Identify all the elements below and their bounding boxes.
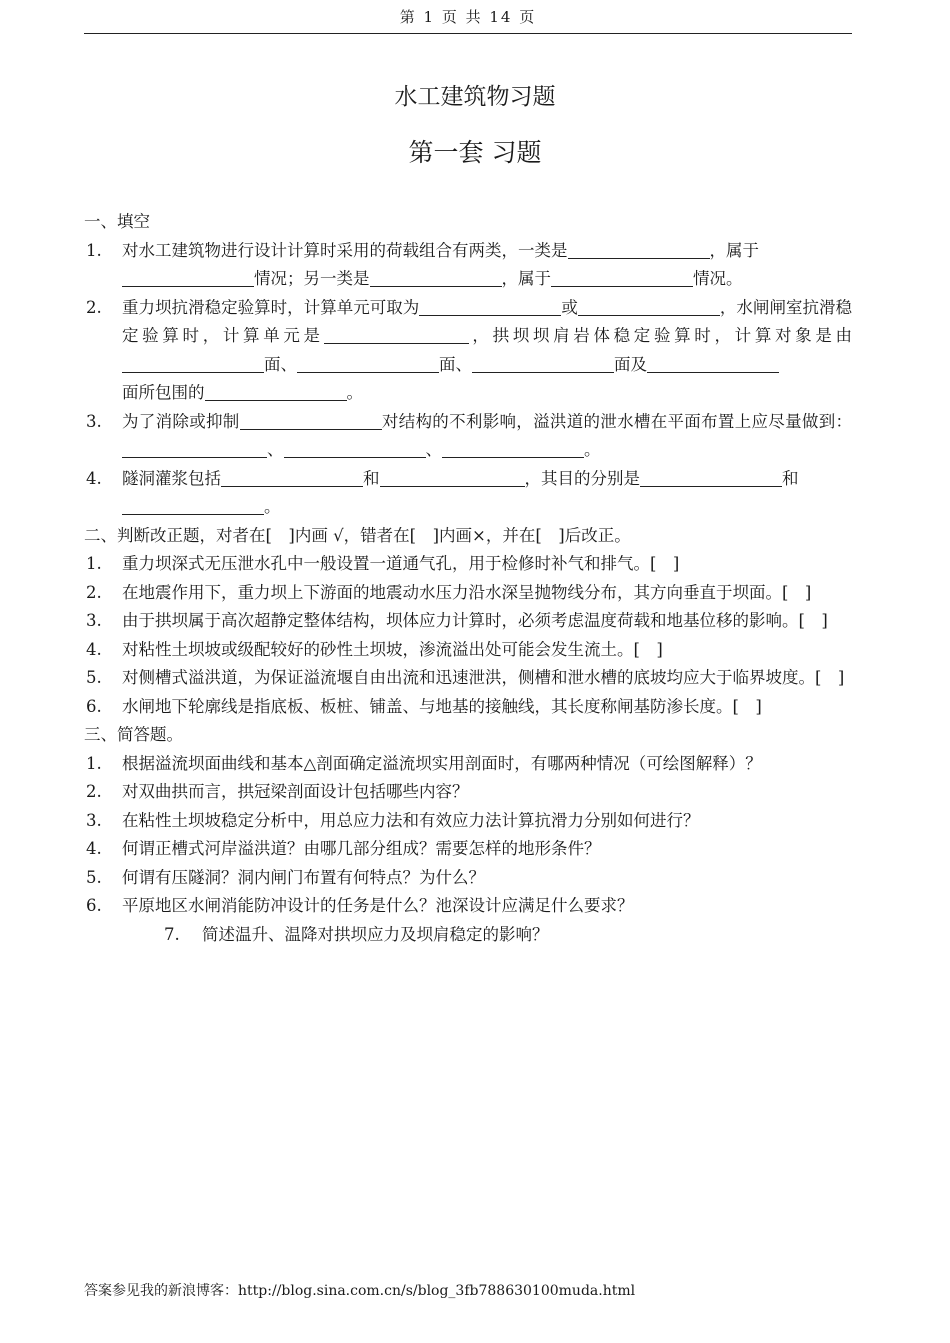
- item-text: 何谓正槽式河岸溢洪道？由哪几部分组成？需要怎样的地形条件？: [122, 839, 601, 858]
- exercise-content: [84, 208, 852, 949]
- item-number: 2.: [86, 297, 102, 317]
- item-text: ，水闸闸室抗滑稳定验算时，计算单元是: [122, 297, 853, 345]
- fill-item: [84, 465, 852, 522]
- judge-item: [84, 693, 852, 722]
- section-heading: 二、判断改正题，对者在[ ]内画 √，错者在[ ]内画×，并在[ ]后改正。: [84, 525, 631, 545]
- item-text: ，拱坝坝肩岩体稳定验算时，计算对象是由: [468, 326, 853, 345]
- answer-blank[interactable]: [205, 382, 347, 401]
- answer-blank[interactable]: [647, 354, 779, 373]
- item-text: 重力坝深式无压泄水孔中一般设置一道通气孔，用于检修时补气和排气。[ ]: [122, 554, 680, 573]
- item-number: 1.: [86, 753, 102, 773]
- item-text: 面、: [264, 354, 297, 374]
- item-number: 4.: [86, 839, 102, 858]
- question-item: [84, 864, 852, 893]
- item-text: 隧洞灌浆包括: [122, 468, 221, 488]
- answer-blank[interactable]: [380, 468, 525, 487]
- item-text: 对粘性土坝坡或级配较好的砂性土坝坡，渗流溢出处可能会发生流土。[ ]: [122, 639, 663, 659]
- page-header: 第 1 页 共 14 页: [84, 6, 852, 34]
- question-item: [84, 807, 852, 836]
- item-text: 。: [346, 383, 363, 402]
- answer-blank[interactable]: [284, 439, 426, 458]
- item-text: 对双曲拱而言，拱冠梁剖面设计包括哪些内容？: [122, 782, 469, 801]
- item-number: 3.: [86, 810, 102, 830]
- fill-item: [84, 237, 852, 294]
- item-number: 6.: [86, 896, 102, 915]
- answer-blank[interactable]: [221, 468, 363, 487]
- judge-item: [84, 550, 852, 579]
- document-title: 水工建筑物习题: [394, 84, 556, 110]
- question-item: [84, 750, 852, 779]
- item-text: 由于拱坝属于高次超静定整体结构，坝体应力计算时，必须考虑温度荷载和地基位移的影响。[ ]: [122, 611, 828, 630]
- answer-blank[interactable]: [442, 439, 584, 458]
- answer-blank[interactable]: [472, 354, 614, 373]
- answer-blank[interactable]: [640, 468, 782, 487]
- answer-blank[interactable]: [568, 240, 710, 259]
- item-text: 平原地区水闸消能防冲设计的任务是什么？池深设计应满足什么要求？: [122, 896, 634, 915]
- item-number: 1.: [86, 554, 102, 573]
- judge-item: [84, 664, 852, 693]
- answer-blank[interactable]: [240, 411, 382, 430]
- item-number: 5.: [86, 867, 102, 887]
- item-text: 和: [782, 468, 799, 488]
- item-number: 3.: [86, 611, 102, 630]
- item-text: 对侧槽式溢洪道，为保证溢流堰自由出流和迅速泄洪，侧槽和泄水槽的底坡均应大于临界坡度。[ ]: [122, 668, 845, 687]
- judge-item: [84, 636, 852, 665]
- item-text: 情况。: [693, 269, 743, 288]
- item-text: 何谓有压隧洞？洞内闸门布置有何特点？为什么？: [122, 867, 485, 887]
- item-text: 在地震作用下，重力坝上下游面的地震动水压力沿水深呈抛物线分布，其方向垂直于坝面。[ ]: [122, 582, 812, 602]
- item-text: 面、: [439, 354, 472, 374]
- answer-blank[interactable]: [578, 297, 720, 316]
- question-item: [84, 921, 852, 950]
- item-text: 重力坝抗滑稳定验算时，计算单元可取为: [122, 297, 420, 317]
- item-number: 1.: [86, 240, 102, 260]
- question-item: [84, 778, 852, 807]
- item-number: 4.: [86, 639, 102, 659]
- question-item: [84, 892, 852, 921]
- answer-blank[interactable]: [419, 297, 561, 316]
- item-text: 面及: [614, 354, 647, 374]
- section-heading: 三、简答题。: [84, 725, 183, 744]
- item-text: 、: [267, 440, 284, 459]
- item-text: 或: [561, 297, 578, 317]
- item-number: 2.: [86, 782, 102, 801]
- item-number: 2.: [86, 582, 102, 602]
- item-number: 4.: [86, 468, 102, 488]
- footer-note: 答案参见我的新浪博客：http://blog.sina.com.cn/s/blog_3fb788630100muda.html: [84, 1283, 636, 1299]
- item-number: 3.: [86, 411, 102, 431]
- item-text: 在粘性土坝坡稳定分析中，用总应力法和有效应力法计算抗滑力分别如何进行？: [122, 810, 700, 830]
- answer-blank[interactable]: [122, 268, 254, 287]
- item-number: 5.: [86, 668, 102, 687]
- judge-item: [84, 607, 852, 636]
- judge-item: [84, 579, 852, 608]
- item-text: ，属于: [501, 269, 551, 288]
- document-subtitle: 第一套 习题: [408, 138, 542, 167]
- item-text: 对结构的不利影响，溢洪道的泄水槽在平面布置上应尽量做到：: [381, 411, 853, 431]
- item-text: 。: [264, 497, 281, 516]
- item-text: 根据溢流坝面曲线和基本△剖面确定溢流坝实用剖面时，有哪两种情况（可绘图解释）？: [122, 753, 762, 773]
- item-number: 7.: [164, 924, 180, 944]
- item-text: 情况；另一类是: [254, 269, 370, 288]
- answer-blank[interactable]: [122, 354, 264, 373]
- item-text: 简述温升、温降对拱坝应力及坝肩稳定的影响？: [202, 924, 549, 944]
- item-text: 为了消除或抑制: [122, 411, 240, 431]
- answer-blank[interactable]: [370, 268, 502, 287]
- item-text: 、: [425, 440, 442, 459]
- item-text: 水闸地下轮廓线是指底板、板桩、铺盖、与地基的接触线，其长度称闸基防渗长度。[ ]: [122, 696, 762, 716]
- section-heading: 一、填空: [84, 212, 150, 231]
- answer-blank[interactable]: [324, 325, 469, 344]
- item-text: ，其目的分别是: [524, 468, 640, 488]
- item-text: 。: [584, 440, 601, 459]
- item-text: ，属于: [709, 240, 759, 260]
- fill-item: [84, 294, 852, 408]
- answer-blank[interactable]: [551, 268, 693, 287]
- answer-blank[interactable]: [122, 439, 267, 458]
- item-text: 和: [363, 468, 380, 488]
- fill-item: [84, 408, 852, 465]
- answer-blank[interactable]: [297, 354, 439, 373]
- item-text: 面所包围的: [122, 383, 205, 402]
- question-item: [84, 835, 852, 864]
- item-text: 对水工建筑物进行设计计算时采用的荷载组合有两类，一类是: [122, 240, 568, 260]
- answer-blank[interactable]: [122, 496, 264, 515]
- item-number: 6.: [86, 696, 102, 716]
